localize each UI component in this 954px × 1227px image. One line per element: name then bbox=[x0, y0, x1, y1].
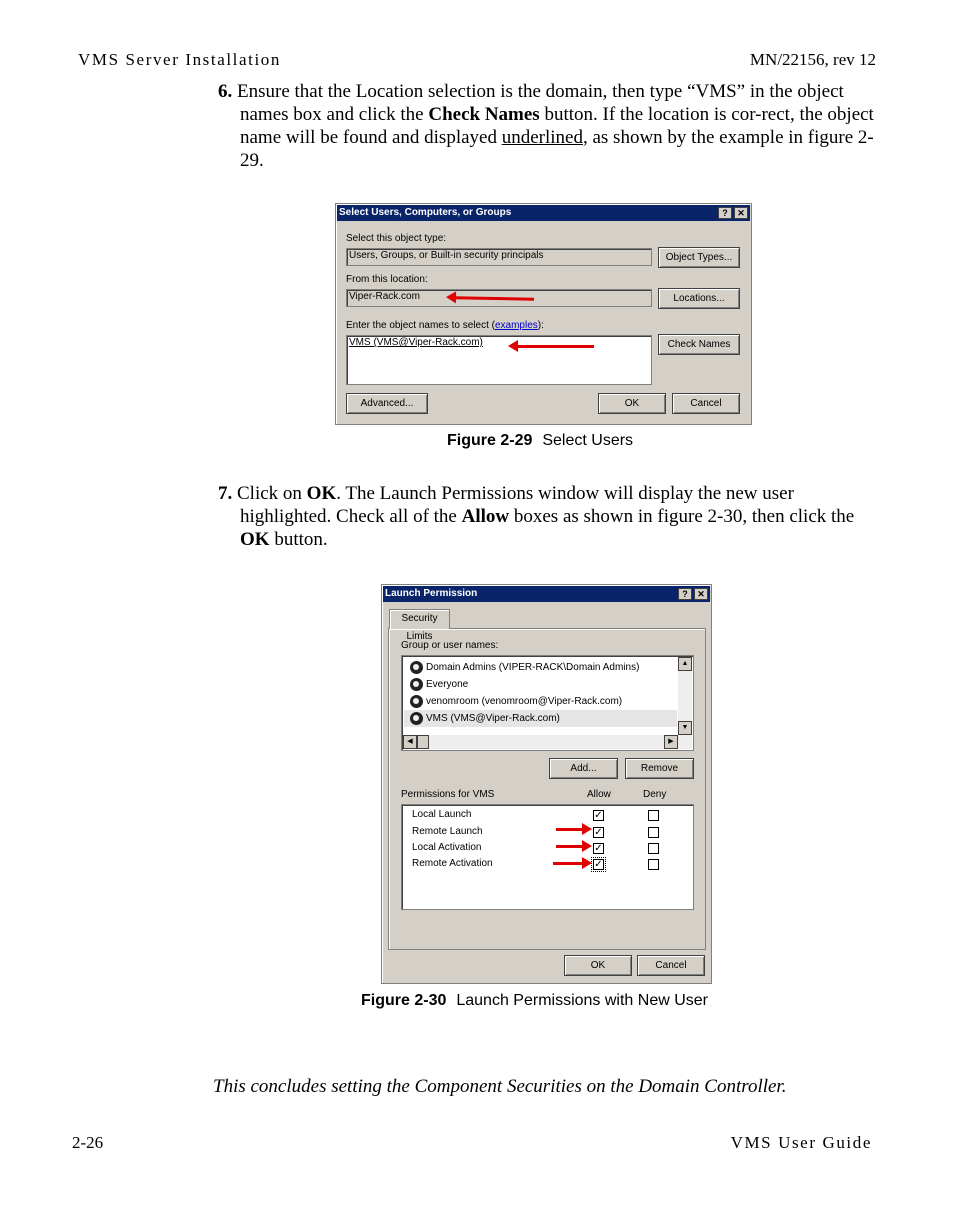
tab-security-limits[interactable]: Security Limits bbox=[389, 609, 450, 629]
help-button[interactable]: ? bbox=[678, 588, 692, 600]
user-list[interactable] bbox=[401, 655, 694, 751]
permissions-label: Permissions for VMS bbox=[401, 789, 495, 800]
allow-checkbox[interactable]: ✓ bbox=[594, 859, 603, 870]
examples-link[interactable]: examples bbox=[494, 320, 538, 331]
ok-button[interactable]: OK bbox=[598, 393, 666, 414]
permission-name: Remote Launch bbox=[412, 826, 483, 837]
step-bold: OK bbox=[306, 483, 337, 504]
step-text: . The Launch Permissions window will display the new user highlighted. Check all of the bbox=[240, 483, 794, 527]
user-group-icon bbox=[410, 661, 423, 674]
object-name-value: VMS (VMS@Viper-Rack.com) bbox=[349, 337, 483, 348]
horizontal-scrollbar[interactable] bbox=[403, 735, 692, 749]
red-arrow bbox=[556, 828, 584, 831]
dialog-titlebar bbox=[383, 586, 710, 602]
red-arrow bbox=[553, 862, 584, 865]
location-field: Viper-Rack.com bbox=[346, 289, 652, 307]
deny-checkbox[interactable] bbox=[648, 827, 659, 838]
scroll-up-icon[interactable]: ▲ bbox=[678, 657, 692, 671]
launch-permission-dialog bbox=[381, 584, 712, 984]
figure-number: Figure 2-29 bbox=[447, 432, 533, 449]
remove-button[interactable]: Remove bbox=[625, 758, 694, 779]
user-group-icon bbox=[410, 678, 423, 691]
permission-name: Local Activation bbox=[412, 842, 482, 853]
step-bold: Check Names bbox=[428, 104, 540, 125]
step-number: 6. bbox=[218, 81, 233, 102]
list-item[interactable]: Domain Admins (VIPER-RACK\Domain Admins) bbox=[404, 659, 677, 676]
scroll-down-icon[interactable]: ▼ bbox=[678, 721, 692, 735]
figure-caption bbox=[447, 432, 633, 450]
running-footer-title: VMS User Guide bbox=[730, 1133, 872, 1152]
object-type-label: Select this object type: bbox=[346, 233, 447, 244]
list-item[interactable]: venomroom (venomroom@Viper-Rack.com) bbox=[404, 693, 677, 710]
step-6 bbox=[218, 80, 878, 172]
step-text: Click on bbox=[232, 483, 307, 504]
deny-header: Deny bbox=[643, 789, 667, 800]
step-7 bbox=[218, 482, 878, 551]
deny-checkbox[interactable] bbox=[648, 859, 659, 870]
object-types-button[interactable]: Object Types... bbox=[658, 247, 740, 268]
closing-statement: This concludes setting the Component Securities on the Domain Controller. bbox=[213, 1076, 787, 1097]
ok-button[interactable]: OK bbox=[564, 955, 632, 976]
user-icon bbox=[410, 695, 423, 708]
figure-title: Launch Permissions with New User bbox=[456, 992, 709, 1009]
figure-caption bbox=[361, 992, 708, 1010]
scroll-left-icon[interactable]: ◀ bbox=[403, 735, 417, 749]
figure-title: Select Users bbox=[542, 432, 634, 449]
check-names-button[interactable]: Check Names bbox=[658, 334, 740, 355]
object-names-label: Enter the object names to select (examples): bbox=[346, 320, 544, 331]
step-bold: OK bbox=[240, 529, 270, 550]
cancel-button[interactable]: Cancel bbox=[637, 955, 705, 976]
allow-header: Allow bbox=[587, 789, 611, 800]
allow-checkbox[interactable]: ✓ bbox=[594, 827, 603, 838]
step-text: button. bbox=[269, 529, 328, 550]
step-text: Ensure that the Location selection is the domain, then type “VMS” in the object names box and click the bbox=[232, 81, 844, 125]
dialog-titlebar bbox=[337, 205, 750, 221]
location-label: From this location: bbox=[346, 274, 428, 285]
dialog-title: Select Users, Computers, or Groups bbox=[339, 207, 512, 218]
scroll-thumb[interactable] bbox=[417, 735, 429, 749]
user-icon bbox=[410, 712, 423, 725]
object-type-field: Users, Groups, or Built-in security principals bbox=[346, 248, 652, 266]
list-item[interactable]: Everyone bbox=[404, 676, 677, 693]
select-users-dialog bbox=[335, 203, 752, 425]
group-label: Group or user names: bbox=[401, 640, 499, 651]
allow-checkbox[interactable]: ✓ bbox=[594, 810, 603, 821]
close-button[interactable]: ✕ bbox=[734, 207, 748, 219]
red-arrow bbox=[516, 345, 594, 348]
allow-checkbox[interactable]: ✓ bbox=[594, 843, 603, 854]
vertical-scrollbar[interactable] bbox=[678, 657, 692, 735]
step-underline: underlined bbox=[501, 127, 583, 148]
deny-checkbox[interactable] bbox=[648, 843, 659, 854]
red-arrow bbox=[556, 845, 584, 848]
step-text: button. If the location is cor-rect, the object name will be found and displayed bbox=[240, 104, 874, 148]
advanced-button[interactable]: Advanced... bbox=[346, 393, 428, 414]
add-button[interactable]: Add... bbox=[549, 758, 618, 779]
permission-name: Remote Activation bbox=[412, 858, 493, 869]
permissions-list bbox=[401, 804, 694, 910]
step-number: 7. bbox=[218, 483, 233, 504]
object-names-input[interactable] bbox=[346, 335, 652, 385]
page-number: 2-26 bbox=[72, 1133, 104, 1152]
dialog-title: Launch Permission bbox=[385, 588, 478, 599]
running-header-title: VMS Server Installation bbox=[78, 50, 281, 69]
step-text: , as shown by the example in figure 2-29. bbox=[240, 127, 874, 171]
deny-checkbox[interactable] bbox=[648, 810, 659, 821]
tab-panel bbox=[388, 628, 706, 950]
cancel-button[interactable]: Cancel bbox=[672, 393, 740, 414]
close-button[interactable]: ✕ bbox=[694, 588, 708, 600]
figure-number: Figure 2-30 bbox=[361, 992, 447, 1009]
scroll-right-icon[interactable]: ▶ bbox=[664, 735, 678, 749]
step-text: boxes as shown in figure 2-30, then click the bbox=[509, 506, 855, 527]
document-number: MN/22156, rev 12 bbox=[749, 50, 876, 69]
step-bold: Allow bbox=[461, 506, 510, 527]
help-button[interactable]: ? bbox=[718, 207, 732, 219]
list-item-selected[interactable]: VMS (VMS@Viper-Rack.com) bbox=[404, 710, 677, 727]
permission-name: Local Launch bbox=[412, 809, 472, 820]
locations-button[interactable]: Locations... bbox=[658, 288, 740, 309]
